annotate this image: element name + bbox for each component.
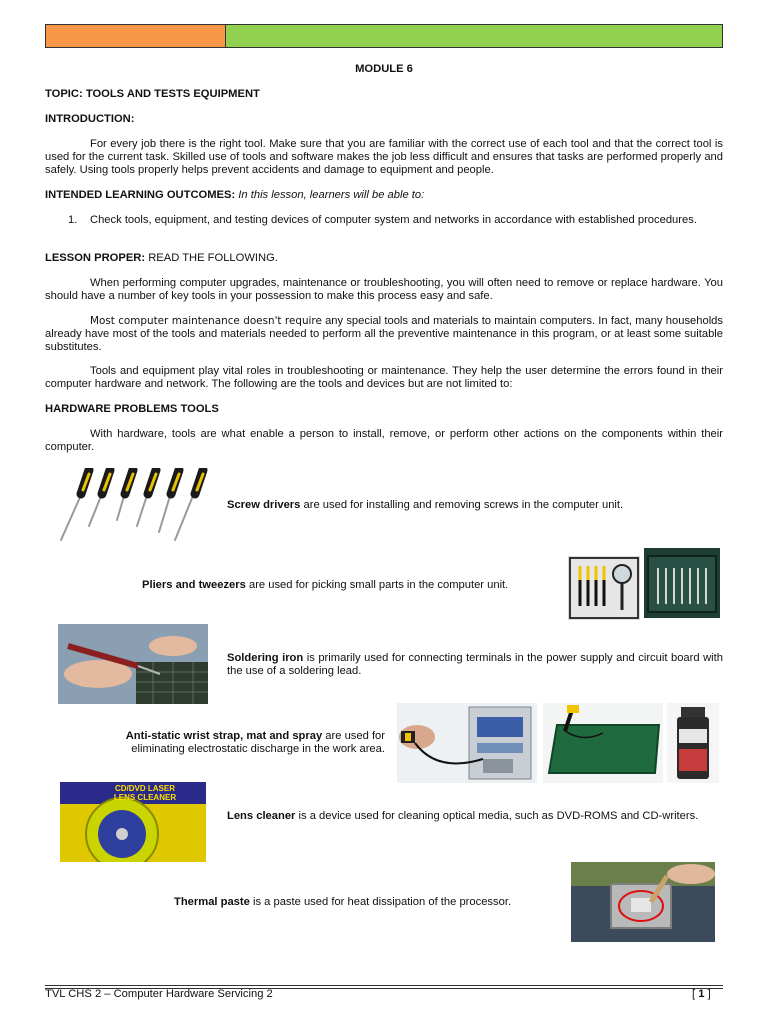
ilo-heading: INTENDED LEARNING OUTCOMES: — [45, 189, 236, 201]
tool-name: Soldering iron — [227, 652, 304, 664]
header-color-bar — [45, 24, 723, 48]
lesson-paragraph-3: Tools and equipment play vital roles in troubleshooting or maintenance. They help the user determine the errors found in their computer hardware and network. The following are the tools and devices but are not limited to: — [45, 365, 723, 390]
footer-page-bracket-open: [ — [692, 988, 696, 1000]
tool-thermal-paste — [174, 896, 511, 908]
introduction-paragraph: For every job there is the right tool. Make sure that you are familiar with the correct use of each tool and that the correct tool is used for the current task. Skilled use of tools and software makes the job less difficult and ensures that tasks are performed properly and safely. Using tools properly helps prevent accidents and damage to equipment and people. — [45, 138, 723, 176]
lesson-paragraph-1: When performing computer upgrades, maintenance or troubleshooting, you will often need to remove or replace hardware. You should have a number of key tools in your possession to make this process easy and safe. — [45, 277, 723, 302]
tool-name: Lens cleaner — [227, 810, 296, 822]
tool-name: Pliers and tweezers — [142, 579, 246, 591]
screwdrivers-image — [55, 468, 215, 546]
lesson-proper-instruction: READ THE FOLLOWING. — [148, 252, 278, 264]
tool-anti-static — [90, 730, 385, 756]
anti-static-mat-image — [543, 703, 663, 783]
tool-description: are used for installing and removing screws in the computer unit. — [303, 499, 624, 511]
anti-static-spray-image — [667, 703, 719, 783]
lens-cleaner-image — [60, 782, 206, 862]
tool-name: Thermal paste — [174, 896, 250, 908]
tool-case-image — [644, 548, 720, 618]
tool-name: Screw drivers — [227, 499, 301, 511]
lesson-proper-line — [45, 252, 278, 264]
lesson-proper-heading: LESSON PROPER: — [45, 252, 146, 264]
wrist-strap-image — [397, 703, 537, 783]
hardware-intro-paragraph: With hardware, tools are what enable a person to install, remove, or perform other actions on the components within their computer. — [45, 428, 723, 453]
ilo-item-text: Check tools, equipment, and testing devices of computer system and networks in accordance with established procedures. — [90, 214, 697, 226]
pliers-kit-image — [568, 556, 640, 620]
tool-soldering-iron — [227, 652, 723, 678]
module-title: MODULE 6 — [355, 63, 413, 75]
lens-box-line-1: CD/DVD LASER — [114, 784, 175, 793]
footer-page-value: 1 — [698, 988, 705, 1000]
footer-page-bracket-close: ] — [707, 988, 711, 1000]
tool-screwdrivers — [227, 499, 623, 511]
footer-course-title: TVL CHS 2 – Computer Hardware Servicing 2 — [45, 988, 273, 1000]
footer-page-number — [692, 988, 711, 1000]
footer-rule-top — [45, 985, 723, 986]
lens-cleaner-box-label — [90, 784, 200, 802]
tool-description: is primarily used for connecting terminals in the power supply and circuit board with the use of a soldering lead. — [227, 652, 723, 677]
lesson-paragraph-2-body: any special tools and materials to maintain computers. In fact, many households already have most of the tools and materials needed to perform all the preventive maintenance in this program, or at least some suitable substitutes. — [45, 315, 724, 353]
header-bar-green-segment — [226, 25, 722, 47]
tool-description: is a paste used for heat dissipation of the processor. — [252, 896, 512, 908]
topic-heading: TOPIC: TOOLS AND TESTS EQUIPMENT — [45, 88, 260, 100]
tool-description: are used for eliminating electrostatic discharge in the work area. — [131, 730, 385, 755]
introduction-heading: INTRODUCTION: — [45, 113, 135, 125]
thermal-paste-image — [571, 862, 715, 942]
soldering-iron-image — [58, 624, 208, 704]
tool-description: is a device used for cleaning optical media, such as DVD-ROMS and CD-writers. — [298, 810, 699, 822]
hardware-tools-heading: HARDWARE PROBLEMS TOOLS — [45, 403, 219, 415]
lens-box-line-2: LENS CLEANER — [113, 793, 177, 802]
lesson-paragraph-2-lead: Most computer maintenance doesn't require — [90, 315, 322, 327]
ilo-intro: In this lesson, learners will be able to: — [238, 189, 425, 201]
tool-pliers-tweezers — [142, 579, 508, 591]
header-bar-orange-segment — [46, 25, 226, 47]
tool-lens-cleaner — [227, 810, 723, 823]
tool-description: are used for picking small parts in the computer unit. — [248, 579, 509, 591]
ilo-item-number: 1. — [68, 214, 78, 226]
tool-name: Anti-static wrist strap, mat and spray — [125, 730, 323, 742]
lesson-paragraph-2 — [45, 315, 723, 354]
ilo-line — [45, 189, 424, 201]
